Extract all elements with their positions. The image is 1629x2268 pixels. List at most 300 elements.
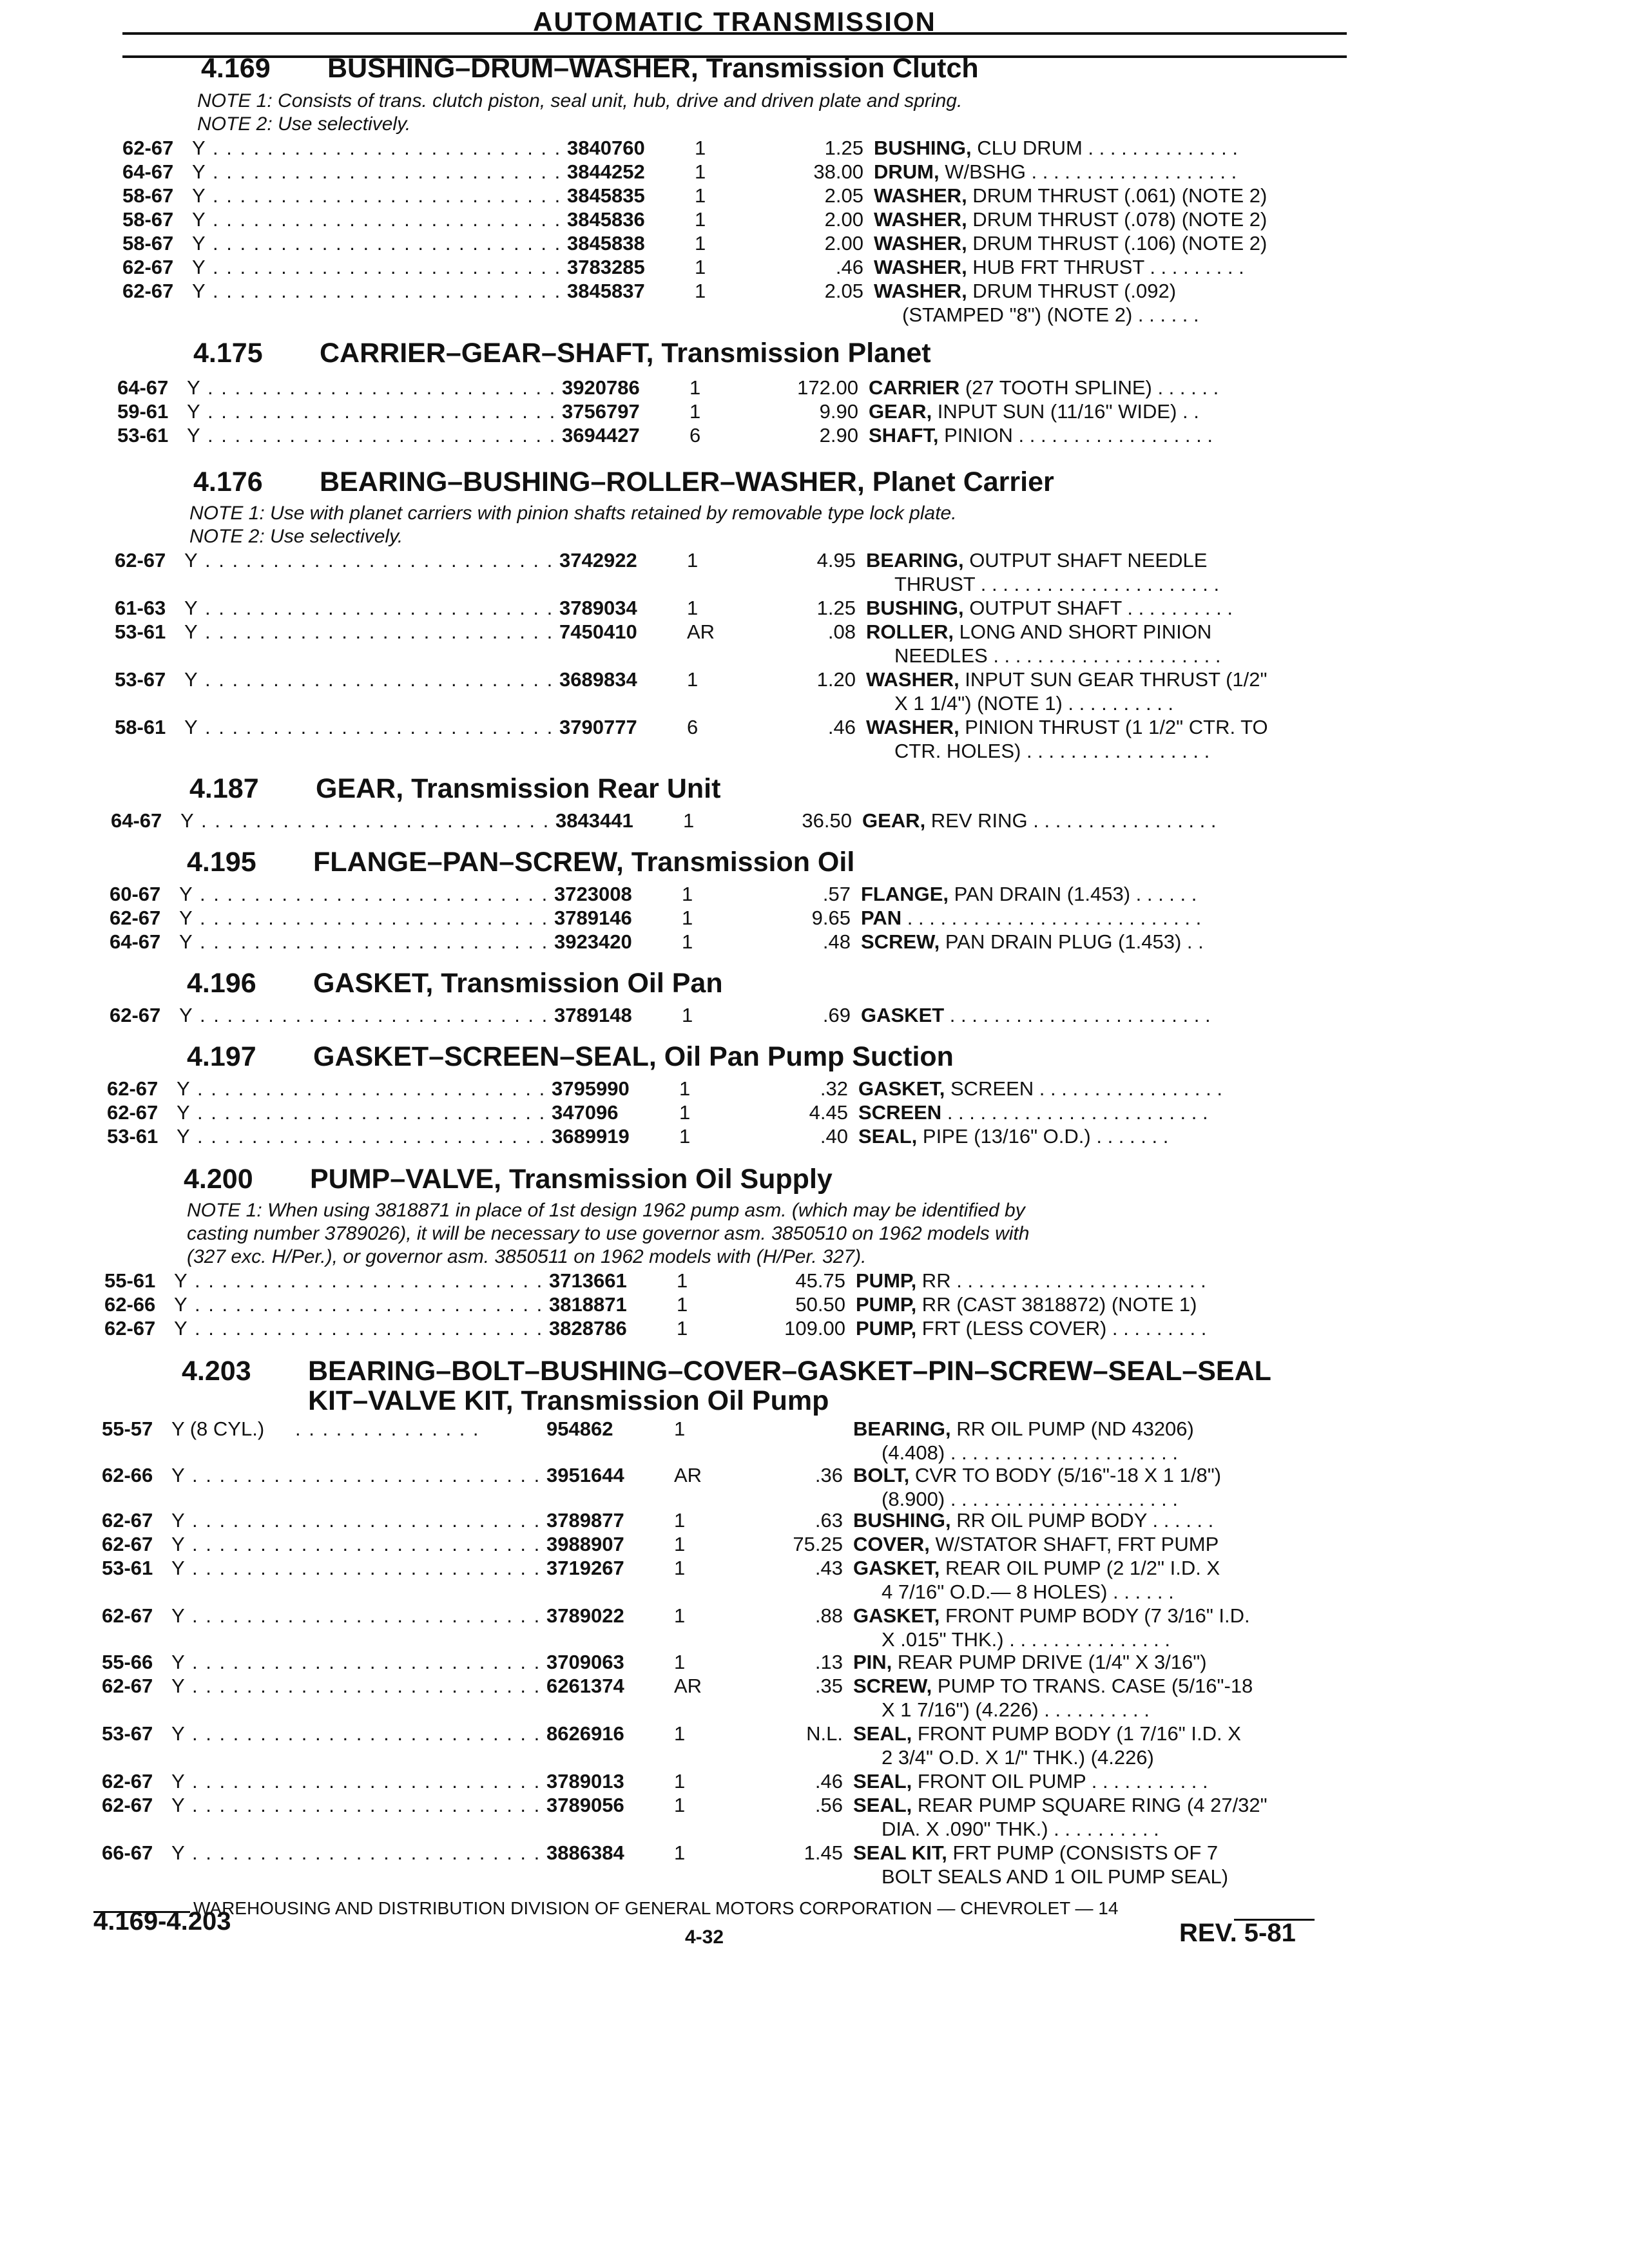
price: .43 — [815, 1557, 843, 1579]
description-keyword: WASHER, — [866, 716, 959, 738]
part-number: 3845837 — [567, 280, 645, 302]
model-years: 58-67 — [122, 208, 174, 231]
price: .13 — [815, 1651, 843, 1673]
part-number: 3844252 — [567, 160, 645, 183]
part-row — [102, 1675, 1353, 1699]
leader-dots: . . . . . . . . . . . . . . . . . . . . . . . . . . — [192, 1675, 541, 1697]
part-description: WASHER, PINION THRUST (1 1/2" CTR. TO — [866, 716, 1268, 738]
model-code: Y — [171, 1841, 185, 1864]
part-row — [102, 1464, 1353, 1488]
model-years: 59-61 — [117, 400, 169, 423]
section-title — [193, 338, 931, 369]
part-description: SEAL KIT, FRT PUMP (CONSISTS OF 7 — [853, 1841, 1219, 1864]
part-row — [117, 376, 1353, 401]
quantity: 1 — [674, 1841, 686, 1864]
part-description: ROLLER, LONG AND SHORT PINION — [866, 620, 1212, 643]
part-description: WASHER, DRUM THRUST (.078) (NOTE 2) — [874, 208, 1268, 231]
footer-page-number: 4-32 — [685, 1927, 724, 1948]
part-row — [102, 1794, 1353, 1818]
leader-dots: . . . . . . . . . . . . . . . . . . . . . . . . . . — [192, 1464, 541, 1486]
price: 38.00 — [813, 160, 863, 183]
part-row — [102, 1533, 1353, 1557]
model-years: 58-67 — [122, 184, 174, 207]
model-code: Y — [184, 668, 198, 691]
quantity: AR — [674, 1464, 702, 1486]
part-row — [122, 208, 1353, 233]
part-number: 3795990 — [552, 1077, 630, 1100]
part-number: 3789013 — [546, 1770, 624, 1792]
model-years: 64-67 — [111, 809, 162, 832]
leader-dots: . . . . . . . . . . . . . . . . . . . . . . . . . . — [207, 400, 557, 423]
description-keyword: SEAL, — [853, 1722, 912, 1745]
part-row — [115, 549, 1353, 573]
description-keyword: SCREEN — [858, 1101, 942, 1124]
section-title — [189, 773, 720, 805]
quantity: 1 — [689, 376, 701, 399]
section-name: GEAR, Transmission Rear Unit — [316, 773, 721, 804]
part-number: 3789034 — [559, 597, 637, 619]
part-number: 3783285 — [567, 256, 645, 278]
model-code: Y — [171, 1722, 185, 1745]
part-number: 3845835 — [567, 184, 645, 207]
part-description: SEAL, FRONT OIL PUMP . . . . . . . . . . . — [853, 1770, 1208, 1792]
model-years: 60-67 — [110, 883, 161, 905]
model-years: 62-66 — [104, 1293, 156, 1316]
part-row — [122, 137, 1353, 161]
quantity: 1 — [679, 1077, 691, 1100]
quantity: 1 — [682, 1004, 693, 1026]
model-code: Y — [187, 424, 200, 447]
part-description: SCREEN . . . . . . . . . . . . . . . . . . . . . . . . — [858, 1101, 1208, 1124]
price: .46 — [835, 256, 863, 278]
leader-dots: . . . . . . . . . . . . . . . . . . . . . . . . . . — [213, 208, 562, 231]
part-row — [102, 1651, 1353, 1675]
price: .08 — [827, 620, 856, 643]
section-name: PUMP–VALVE, Transmission Oil Supply — [310, 1164, 833, 1195]
part-description: GASKET, SCREEN . . . . . . . . . . . . . . . . . — [858, 1077, 1222, 1100]
part-row — [107, 1077, 1353, 1102]
model-years: 58-67 — [122, 232, 174, 255]
leader-dots: . . . . . . . . . . . . . . . . . . . . . . . . . . — [205, 597, 554, 619]
model-code: Y — [171, 1533, 185, 1555]
price: 1.25 — [824, 137, 863, 159]
section-name: GASKET, Transmission Oil Pan — [313, 968, 723, 999]
quantity: 1 — [674, 1418, 686, 1440]
part-number: 3723008 — [554, 883, 632, 905]
part-description: GASKET, REAR OIL PUMP (2 1/2" I.D. X — [853, 1557, 1220, 1579]
section-title — [187, 1041, 954, 1073]
model-code: Y — [171, 1794, 185, 1816]
description-keyword: PUMP, — [856, 1293, 917, 1316]
part-number: 3923420 — [554, 930, 632, 953]
quantity: AR — [674, 1675, 702, 1697]
part-number: 3951644 — [546, 1464, 624, 1486]
part-number: 3789146 — [554, 907, 632, 929]
leader-dots: . . . . . . . . . . . . . . . . . . . . . . . . . . — [213, 280, 562, 302]
model-years: 62-67 — [107, 1101, 159, 1124]
quantity: AR — [687, 620, 715, 643]
part-description: WASHER, DRUM THRUST (.106) (NOTE 2) — [874, 232, 1268, 255]
model-code: Y — [192, 160, 206, 183]
price: .36 — [815, 1464, 843, 1486]
price: .63 — [815, 1509, 843, 1532]
part-number: 8626916 — [546, 1722, 624, 1745]
quantity: 1 — [679, 1125, 691, 1148]
part-row — [122, 184, 1353, 209]
description-keyword: BEARING, — [866, 549, 964, 572]
leader-dots: . . . . . . . . . . . . . . . . . . . . . . . . . . — [197, 1077, 546, 1100]
part-row — [102, 1418, 1353, 1442]
part-description: GASKET . . . . . . . . . . . . . . . . . . . . . . . . — [861, 1004, 1211, 1026]
part-row — [110, 907, 1353, 931]
section-name: CARRIER–GEAR–SHAFT, Transmission Planet — [320, 338, 931, 369]
part-number: 3719267 — [546, 1557, 624, 1579]
part-row — [110, 930, 1353, 955]
quantity: 1 — [674, 1770, 686, 1792]
leader-dots: . . . . . . . . . . . . . . . . . . . . . . . . . . — [207, 424, 557, 447]
section-note: (327 exc. H/Per.), or governor asm. 3850511 on 1962 models with (H/Per. 327). — [187, 1246, 867, 1267]
model-code: Y — [184, 620, 198, 643]
price: 4.45 — [809, 1101, 848, 1124]
description-keyword: SEAL, — [853, 1770, 912, 1792]
model-code: Y — [177, 1101, 190, 1124]
part-description-continued: 4 7/16" O.D.— 8 HOLES) . . . . . . — [882, 1581, 1174, 1603]
price: 1.25 — [816, 597, 856, 619]
price: 1.20 — [816, 668, 856, 691]
description-keyword: GEAR, — [869, 400, 932, 423]
section-name: BEARING–BUSHING–ROLLER–WASHER, Planet Carrier — [320, 466, 1054, 497]
description-keyword: GASKET, — [858, 1077, 945, 1100]
part-number: 347096 — [552, 1101, 619, 1124]
part-number: 3689919 — [552, 1125, 630, 1148]
part-number: 3920786 — [562, 376, 640, 399]
leader-dots: . . . . . . . . . . . . . . . . . . . . . . . . . . — [205, 716, 554, 738]
price: .48 — [822, 930, 851, 953]
section-number: 4.200 — [184, 1164, 253, 1195]
model-code: Y — [192, 232, 206, 255]
section-note: NOTE 1: Consists of trans. clutch piston, seal unit, hub, drive and driven plate and spring. — [197, 90, 963, 111]
quantity: 1 — [695, 137, 706, 159]
quantity: 1 — [677, 1269, 688, 1292]
model-years: 64-67 — [117, 376, 169, 399]
section-name: FLANGE–PAN–SCREW, Transmission Oil — [313, 847, 855, 878]
model-years: 62-67 — [110, 1004, 161, 1026]
leader-dots: . . . . . . . . . . . . . . . . . . . . . . . . . . — [213, 137, 562, 159]
leader-dots: . . . . . . . . . . . . . . . . . . . . . . . . . . — [192, 1794, 541, 1816]
part-description: GEAR, INPUT SUN (11/16" WIDE) . . — [869, 400, 1199, 423]
model-years: 64-67 — [122, 160, 174, 183]
part-description: PUMP, FRT (LESS COVER) . . . . . . . . . — [856, 1317, 1207, 1340]
description-keyword: BUSHING, — [874, 137, 972, 159]
quantity: 1 — [674, 1722, 686, 1745]
quantity: 1 — [682, 907, 693, 929]
model-code: Y — [177, 1125, 190, 1148]
description-keyword: PIN, — [853, 1651, 892, 1673]
footer-revision: REV. 5-81 — [1179, 1919, 1296, 1947]
price: .88 — [815, 1604, 843, 1627]
leader-dots: . . . . . . . . . . . . . . . . . . . . . . . . . . — [192, 1770, 541, 1792]
part-row — [104, 1317, 1353, 1341]
part-row — [102, 1557, 1353, 1581]
quantity: 1 — [695, 208, 706, 231]
quantity: 1 — [674, 1794, 686, 1816]
part-number: 3988907 — [546, 1533, 624, 1555]
part-number: 3789022 — [546, 1604, 624, 1627]
leader-dots: . . . . . . . . . . . . . . . . . . . . . . . . . . — [197, 1125, 546, 1148]
model-code: Y — [180, 809, 194, 832]
description-keyword: BOLT, — [853, 1464, 910, 1486]
part-description-continued: THRUST . . . . . . . . . . . . . . . . . . . . . . — [894, 573, 1220, 595]
section-number: 4.176 — [193, 466, 263, 497]
description-keyword: BUSHING, — [866, 597, 964, 619]
description-keyword: SCREW, — [861, 930, 940, 953]
description-keyword: WASHER, — [866, 668, 959, 691]
leader-dots: . . . . . . . . . . . . . . . . . . . . . . . . . . — [200, 930, 549, 953]
part-description: BUSHING, RR OIL PUMP BODY . . . . . . — [853, 1509, 1214, 1532]
part-row — [122, 160, 1353, 185]
leader-dots: . . . . . . . . . . . . . . . . . . . . . . . . . . — [205, 620, 554, 643]
description-keyword: PAN — [861, 907, 902, 929]
quantity: 1 — [674, 1533, 686, 1555]
section-number: 4.187 — [189, 773, 259, 804]
model-years: 62-67 — [107, 1077, 159, 1100]
part-description: PUMP, RR . . . . . . . . . . . . . . . . . . . . . . . — [856, 1269, 1206, 1292]
part-number: 3790777 — [559, 716, 637, 738]
model-code: Y — [184, 597, 198, 619]
section-title — [201, 53, 979, 84]
section-name: BEARING–BOLT–BUSHING–COVER–GASKET–PIN–SCREW–SEAL–SEAL — [308, 1356, 1271, 1387]
part-description-continued: (4.408) . . . . . . . . . . . . . . . . . . . . . — [882, 1441, 1178, 1464]
model-years: 53-61 — [107, 1125, 159, 1148]
description-keyword: SCREW, — [853, 1675, 932, 1697]
description-keyword: GASKET, — [853, 1604, 940, 1627]
leader-dots: . . . . . . . . . . . . . . . . . . . . . . . . . . — [192, 1841, 541, 1864]
part-description: COVER, W/STATOR SHAFT, FRT PUMP — [853, 1533, 1219, 1555]
quantity: 1 — [689, 400, 701, 423]
part-number: 3789148 — [554, 1004, 632, 1026]
part-row — [110, 1004, 1353, 1028]
model-code: Y — [192, 280, 206, 302]
part-row — [122, 232, 1353, 256]
part-description: SCREW, PUMP TO TRANS. CASE (5/16"-18 — [853, 1675, 1253, 1697]
description-keyword: GASKET, — [853, 1557, 940, 1579]
section-title — [184, 1164, 833, 1195]
price: 2.90 — [819, 424, 858, 447]
quantity: 1 — [695, 232, 706, 255]
price: .69 — [822, 1004, 851, 1026]
leader-dots: . . . . . . . . . . . . . . . . . . . . . . . . . . — [205, 668, 554, 691]
part-number: 7450410 — [559, 620, 637, 643]
part-description: BOLT, CVR TO BODY (5/16"-18 X 1 1/8") — [853, 1464, 1222, 1486]
description-keyword: CARRIER — [869, 376, 960, 399]
model-years: 55-66 — [102, 1651, 153, 1673]
price: 1.45 — [804, 1841, 843, 1864]
section-name: GASKET–SCREEN–SEAL, Oil Pan Pump Suction — [313, 1041, 954, 1072]
part-description: WASHER, DRUM THRUST (.061) (NOTE 2) — [874, 184, 1268, 207]
part-row — [115, 668, 1353, 693]
part-description: SCREW, PAN DRAIN PLUG (1.453) . . — [861, 930, 1204, 953]
leader-dots: . . . . . . . . . . . . . . . . . . . . . . . . . . — [192, 1722, 541, 1745]
part-number: 3689834 — [559, 668, 637, 691]
part-number: 3818871 — [549, 1293, 627, 1316]
part-number: 3843441 — [555, 809, 633, 832]
model-years: 62-67 — [115, 549, 166, 572]
part-description-continued: DIA. X .090" THK.) . . . . . . . . . . — [882, 1818, 1159, 1840]
part-description-continued: X 1 7/16") (4.226) . . . . . . . . . . — [882, 1698, 1150, 1721]
model-code: Y — [171, 1604, 185, 1627]
part-description-continued: X .015" THK.) . . . . . . . . . . . . . . . — [882, 1628, 1171, 1651]
section-number: 4.169 — [201, 53, 271, 84]
part-number: 3789877 — [546, 1509, 624, 1532]
part-row — [110, 883, 1353, 907]
leader-dots: . . . . . . . . . . . . . . . . . . . . . . . . . . — [213, 184, 562, 207]
section-note: NOTE 1: Use with planet carriers with pinion shafts retained by removable type lock plate. — [189, 503, 957, 524]
leader-dots: . . . . . . . . . . . . . . . . . . . . . . . . . . — [192, 1509, 541, 1532]
page-header-title: AUTOMATIC TRANSMISSION — [533, 6, 936, 37]
part-row — [122, 280, 1353, 304]
model-years: 62-67 — [102, 1533, 153, 1555]
model-years: 66-67 — [102, 1841, 153, 1864]
quantity: 1 — [674, 1509, 686, 1532]
footer-division: WAREHOUSING AND DISTRIBUTION DIVISION OF GENERAL MOTORS CORPORATION — CHEVROLET — 14 — [193, 1898, 1119, 1918]
section-name: BUSHING–DRUM–WASHER, Transmission Clutch — [327, 53, 979, 84]
part-description: GASKET, FRONT PUMP BODY (7 3/16" I.D. — [853, 1604, 1250, 1627]
model-code: Y — [187, 376, 200, 399]
part-description: FLANGE, PAN DRAIN (1.453) . . . . . . — [861, 883, 1197, 905]
model-code: Y — [179, 930, 193, 953]
part-description-continued: (STAMPED "8") (NOTE 2) . . . . . . — [902, 303, 1199, 326]
part-description: SEAL, FRONT PUMP BODY (1 7/16" I.D. X — [853, 1722, 1241, 1745]
description-keyword: BUSHING, — [853, 1509, 951, 1532]
leader-dots: . . . . . . . . . . . . . . . . . . . . . . . . . . — [195, 1269, 544, 1292]
quantity: 1 — [687, 597, 699, 619]
description-keyword: COVER, — [853, 1533, 930, 1555]
leader-dots: . . . . . . . . . . . . . . . . . . . . . . . . . . — [213, 232, 562, 255]
model-years: 62-67 — [102, 1675, 153, 1697]
model-years: 58-61 — [115, 716, 166, 738]
part-row — [102, 1770, 1353, 1794]
quantity: 1 — [674, 1651, 686, 1673]
description-keyword: WASHER, — [874, 280, 967, 302]
price: N.L. — [806, 1722, 843, 1745]
description-keyword: GASKET — [861, 1004, 945, 1026]
quantity: 1 — [695, 256, 706, 278]
price: 36.50 — [802, 809, 852, 832]
part-number: 3845838 — [567, 232, 645, 255]
model-code: Y — [184, 716, 198, 738]
model-code: Y — [171, 1770, 185, 1792]
leader-dots: . . . . . . . . . . . . . . . . . . . . . . . . . . — [195, 1293, 544, 1316]
model-years: 53-61 — [117, 424, 169, 447]
model-code: Y — [187, 400, 200, 423]
model-code: Y — [171, 1557, 185, 1579]
quantity: 1 — [682, 883, 693, 905]
model-code: Y — [174, 1269, 188, 1292]
section-number: 4.196 — [187, 968, 256, 999]
description-keyword: GEAR, — [862, 809, 926, 832]
description-keyword: ROLLER, — [866, 620, 954, 643]
model-years: 62-67 — [122, 256, 174, 278]
part-description: WASHER, INPUT SUN GEAR THRUST (1/2" — [866, 668, 1268, 691]
footer-section-range: 4.169-4.203 — [93, 1907, 231, 1936]
description-keyword: PUMP, — [856, 1269, 917, 1292]
quantity: 1 — [687, 549, 699, 572]
part-description: PIN, REAR PUMP DRIVE (1/4" X 3/16") — [853, 1651, 1207, 1673]
part-number: 3828786 — [549, 1317, 627, 1340]
part-description: BEARING, OUTPUT SHAFT NEEDLE — [866, 549, 1208, 572]
quantity: 1 — [695, 160, 706, 183]
leader-dots: . . . . . . . . . . . . . . . . . . . . . . . . . . — [192, 1557, 541, 1579]
description-keyword: SEAL, — [853, 1794, 912, 1816]
model-code: Y — [174, 1293, 188, 1316]
leader-dots: . . . . . . . . . . . . . . — [295, 1418, 480, 1440]
part-description-continued: X 1 1/4") (NOTE 1) . . . . . . . . . . — [894, 692, 1174, 715]
model-years: 53-61 — [115, 620, 166, 643]
description-keyword: SEAL KIT, — [853, 1841, 947, 1864]
price: .56 — [815, 1794, 843, 1816]
model-years: 62-67 — [102, 1509, 153, 1532]
leader-dots: . . . . . . . . . . . . . . . . . . . . . . . . . . — [192, 1604, 541, 1627]
quantity: 1 — [677, 1293, 688, 1316]
price: 2.00 — [824, 208, 863, 231]
leader-dots: . . . . . . . . . . . . . . . . . . . . . . . . . . — [192, 1533, 541, 1555]
model-code: Y — [192, 208, 206, 231]
part-description-continued: 2 3/4" O.D. X 1/" THK.) (4.226) — [882, 1746, 1154, 1769]
leader-dots: . . . . . . . . . . . . . . . . . . . . . . . . . . — [200, 907, 549, 929]
model-code: Y — [192, 184, 206, 207]
price: .40 — [820, 1125, 848, 1148]
section-note: NOTE 2: Use selectively. — [197, 113, 411, 135]
price: 2.05 — [824, 280, 863, 302]
model-code: Y — [192, 256, 206, 278]
quantity: 1 — [695, 280, 706, 302]
section-name-continued: KIT–VALVE KIT, Transmission Oil Pump — [308, 1385, 829, 1416]
description-keyword: FLANGE, — [861, 883, 949, 905]
price: .46 — [815, 1770, 843, 1792]
part-description: BUSHING, CLU DRUM . . . . . . . . . . . . . . — [874, 137, 1238, 159]
model-years: 55-57 — [102, 1418, 153, 1440]
quantity: 1 — [674, 1557, 686, 1579]
part-description-continued: BOLT SEALS AND 1 OIL PUMP SEAL) — [882, 1865, 1229, 1888]
part-number: 954862 — [546, 1418, 613, 1440]
description-keyword: DRUM, — [874, 160, 940, 183]
price: 109.00 — [784, 1317, 845, 1340]
quantity: 1 — [695, 184, 706, 207]
section-note: NOTE 1: When using 3818871 in place of 1st design 1962 pump asm. (which may be identified by — [187, 1200, 1025, 1221]
section-number: 4.197 — [187, 1041, 256, 1072]
part-description: DRUM, W/BSHG . . . . . . . . . . . . . . . . . . . — [874, 160, 1237, 183]
model-years: 62-66 — [102, 1464, 153, 1486]
part-number: 3845836 — [567, 208, 645, 231]
description-keyword: BEARING, — [853, 1418, 951, 1440]
leader-dots: . . . . . . . . . . . . . . . . . . . . . . . . . . — [200, 883, 549, 905]
part-row — [115, 716, 1353, 740]
part-row — [102, 1722, 1353, 1747]
section-note: casting number 3789026), it will be necessary to use governor asm. 3850510 on 1962 models with — [187, 1223, 1030, 1244]
part-description: BUSHING, OUTPUT SHAFT . . . . . . . . . . — [866, 597, 1233, 619]
part-number: 3886384 — [546, 1841, 624, 1864]
part-row — [102, 1509, 1353, 1533]
description-keyword: WASHER, — [874, 256, 967, 278]
part-description: WASHER, HUB FRT THRUST . . . . . . . . . — [874, 256, 1244, 278]
price: 75.25 — [793, 1533, 843, 1555]
section-title — [187, 847, 854, 878]
model-years: 53-67 — [102, 1722, 153, 1745]
leader-dots: . . . . . . . . . . . . . . . . . . . . . . . . . . — [192, 1651, 541, 1673]
model-years: 62-67 — [104, 1317, 156, 1340]
section-title — [187, 968, 723, 999]
part-number: 6261374 — [546, 1675, 624, 1697]
